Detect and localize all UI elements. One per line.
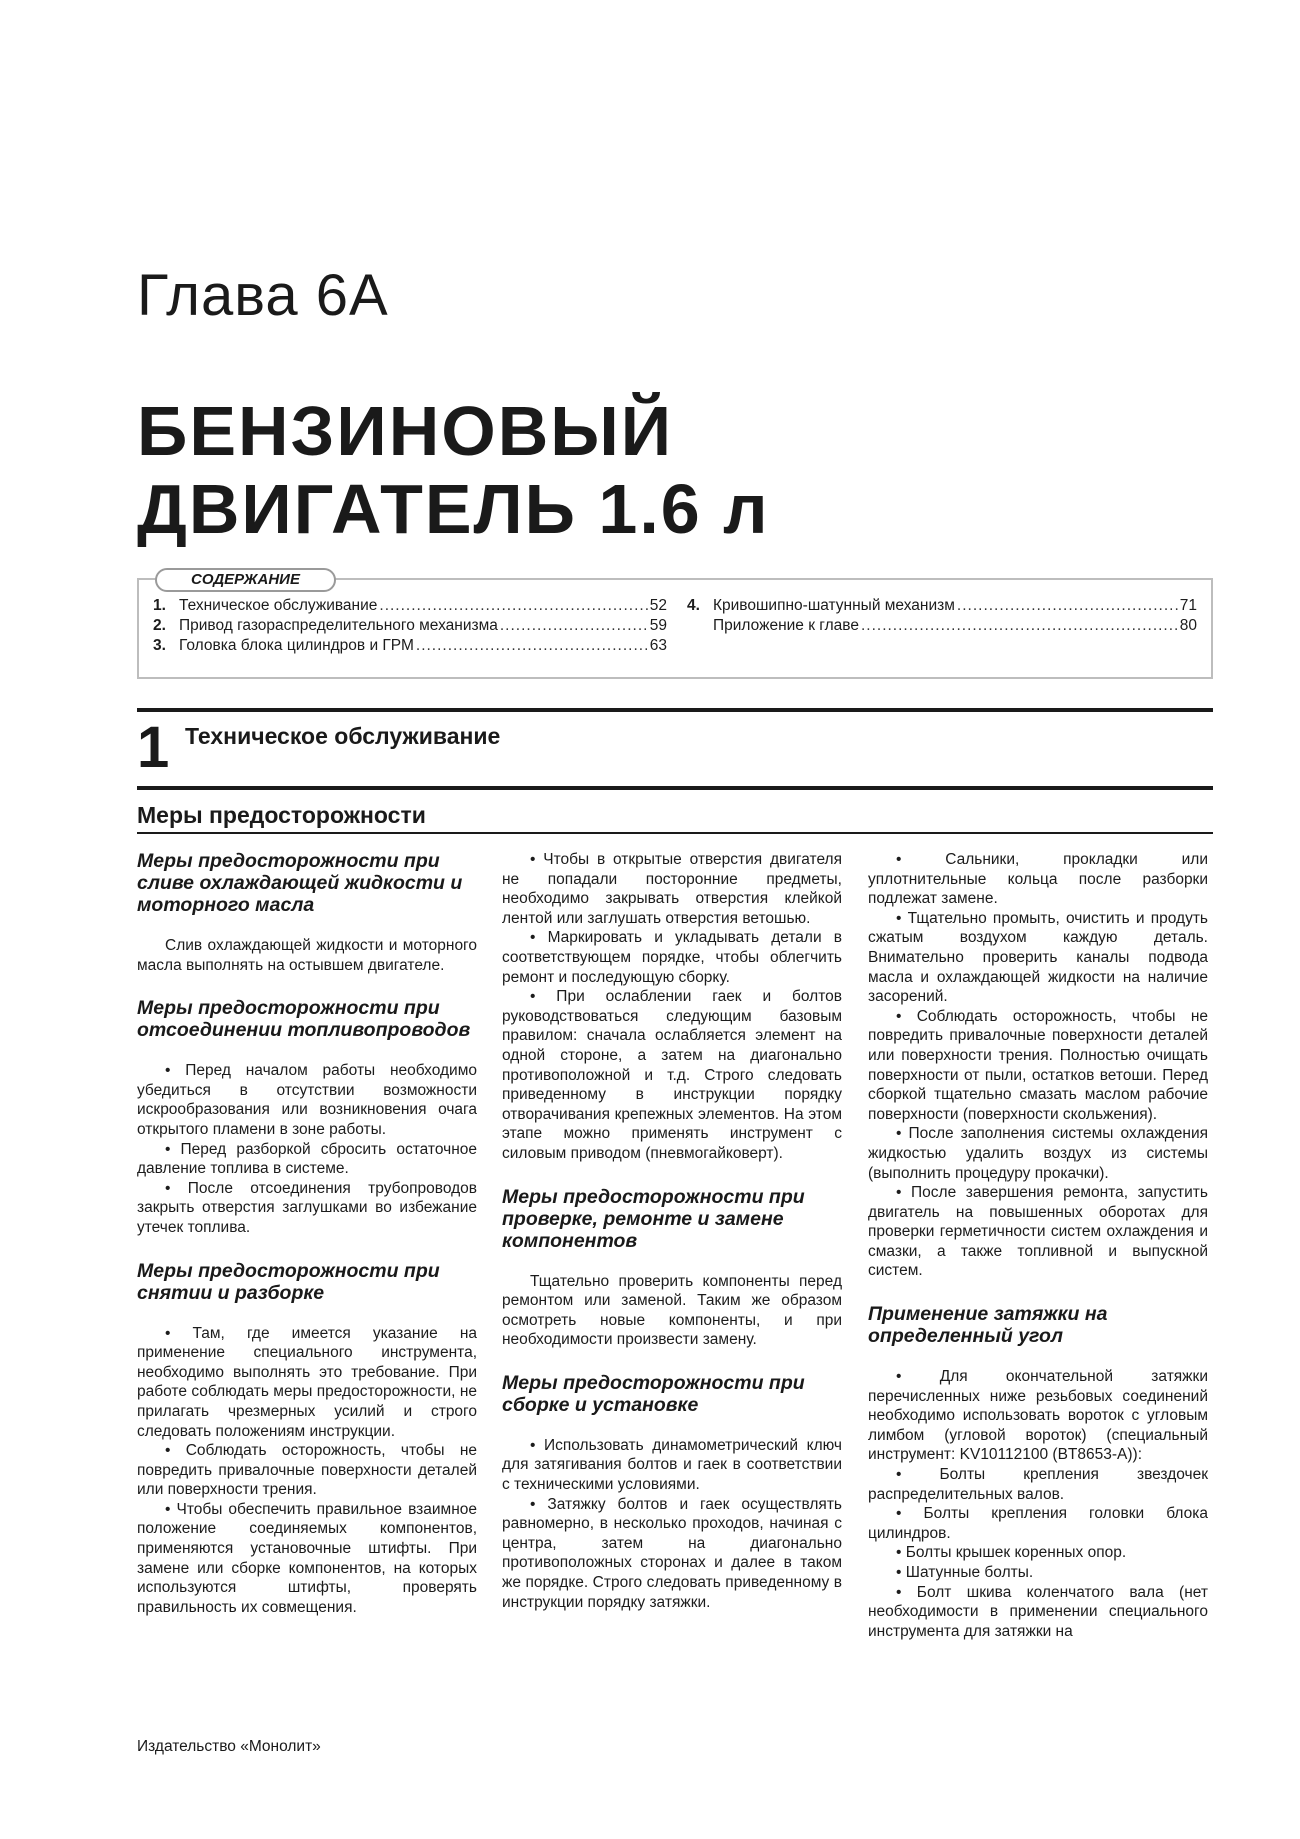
toc-entry-number: 2. <box>153 617 166 634</box>
toc-heading: СОДЕРЖАНИЕ <box>155 568 336 592</box>
publisher-footer: Издательство «Монолит» <box>137 1738 321 1755</box>
toc-entry[interactable] <box>687 616 1197 636</box>
section-title: Техническое обслуживание <box>185 723 501 749</box>
paragraph: • Сальники, прокладки или уплотнительные кольца после разборки подлежат замене. <box>868 851 1208 908</box>
toc-entry-label: Головка блока цилиндров и ГРМ <box>179 637 414 654</box>
toc-entry[interactable] <box>153 596 667 616</box>
paragraph: • После заполнения системы охлаждения жидкостью удалить воздух из системы (выполнить процедуру прокачки). <box>868 1125 1208 1182</box>
column-heading: Меры предосторожности при сборке и установке <box>502 1371 805 1416</box>
toc-entry-number: 1. <box>153 597 166 614</box>
paragraph: • Болты крепления головки блока цилиндров. <box>868 1505 1208 1542</box>
column-heading: Меры предосторожности при проверке, ремонте и замене компонентов <box>502 1185 805 1252</box>
paragraph: • Использовать динамометрический ключ для затягивания болтов и гаек в соответствии с техническими условиями. <box>502 1436 842 1494</box>
paragraph: • Маркировать и укладывать детали в соответствующем порядке, чтобы облегчить ремонт и последующую сборку. <box>502 929 842 986</box>
toc-entry-page: 63 <box>649 637 667 654</box>
paragraph: • При ослаблении гаек и болтов руководствоваться следующим базовым правилом: сначала ослабляется элемент на одной стороне, а затем на диагонально противоположной и т.д. Строго следовать приведенному в инструкции порядку отворачивания крепежных элементов. На этом этапе можно применять инструмент с силовым приводом (пневмогайковерт). <box>502 988 842 1162</box>
column-heading: Применение затяжки на определенный угол <box>868 1303 1108 1348</box>
toc-entry-label: Привод газораспределительного механизма <box>179 617 498 634</box>
section-bottom-rule <box>137 786 1213 790</box>
paragraph: • Болты крепления звездочек распределительных валов. <box>868 1466 1208 1503</box>
toc-entry-number: 3. <box>153 637 166 654</box>
paragraph: • Перед началом работы необходимо убедиться в отсутствии возможности искрообразования или возникновения очага открытого пламени в зоне работы. <box>137 1062 477 1138</box>
paragraph: • Болты крышек коренных опор. <box>896 1544 1127 1562</box>
paragraph: • Чтобы в открытые отверстия двигателя не попадали посторонние предметы, необходимо закрывать отверстия клейкой лентой или заглушать отверстия ветошью. <box>502 851 842 927</box>
paragraph: Слив охлаждающей жидкости и моторного масла выполнять на остывшем двигателе. <box>137 937 477 974</box>
paragraph: Тщательно проверить компоненты перед ремонтом или заменой. Таким же образом осмотреть новые компоненты, и при необходимости произвести замену. <box>502 1272 842 1349</box>
paragraph: • Для окончательной затяжки перечисленных ниже резьбовых соединений необходимо использовать вороток с угловым лимбом (угловой вороток) (специальный инструмент: KV10112100 (BT8653-A)): <box>868 1368 1208 1464</box>
paragraph: • Затяжку болтов и гаек осуществлять равномерно, в несколько проходов, начиная с центра, затем на диагонально противоположных сторонах и далее в таком же порядке. Строго следовать приведенному в инструкции порядку затяжки. <box>502 1495 842 1611</box>
text-column-2 <box>502 850 842 1612</box>
table-of-contents <box>137 571 1213 679</box>
paragraph: • Соблюдать осторожность, чтобы не повредить привалочные поверхности деталей или поверхности трения. Полностью очищать поверхности от пыли, остатков ветоши. Перед сборкой тщательно смазать маслом рабочие поверхности (поверхности скольжения). <box>868 1007 1208 1123</box>
section-top-rule <box>137 708 1213 712</box>
paragraph: • Шатунные болты. <box>896 1564 1034 1581</box>
text-column-3 <box>868 850 1208 1641</box>
paragraph: • Тщательно промыть, очистить и продуть сжатым воздухом каждую деталь. Внимательно проверить каналы подвода масла и охлаждающей жидкости на наличие засорений. <box>868 909 1208 1006</box>
column-heading: Меры предосторожности при отсоединении топливопроводов <box>137 997 471 1042</box>
title-line-1: БЕНЗИНОВЫЙ <box>137 392 674 470</box>
toc-leader-dots <box>500 616 648 636</box>
subsection-rule <box>137 832 1213 834</box>
title-line-2: ДВИГАТЕЛЬ 1.6 л <box>137 470 770 548</box>
column-heading: Меры предосторожности при снятии и разборке <box>137 1259 440 1304</box>
toc-entry-page: 71 <box>1179 597 1197 614</box>
toc-entry-page: 59 <box>649 617 667 634</box>
toc-column-right <box>687 596 1197 636</box>
page-title <box>137 392 1037 548</box>
toc-entry-label: Техническое обслуживание <box>179 597 378 614</box>
paragraph: • После отсоединения трубопроводов закрыть отверстия заглушками во избежание утечек топлива. <box>137 1179 477 1236</box>
paragraph: • Там, где имеется указание на применение специального инструмента, необходимо выполнять это требование. При работе соблюдать меры предосторожности, не прилагать чрезмерных усилий и строго следовать положениям инструкции. <box>137 1324 477 1440</box>
section-number: 1 <box>137 715 170 780</box>
subsection-title: Меры предосторожности <box>137 802 426 828</box>
toc-column-left <box>153 596 667 656</box>
chapter-label: Глава 6А <box>137 263 389 328</box>
toc-entry-number: 4. <box>687 597 700 614</box>
paragraph: • Перед разборкой сбросить остаточное давление топлива в системе. <box>137 1140 477 1178</box>
toc-entry[interactable] <box>687 596 1197 616</box>
toc-entry-page: 52 <box>649 597 667 614</box>
paragraph: • После завершения ремонта, запустить двигатель на повышенных оборотах для проверки герметичности систем охлаждения и смазки, а также топливной и выпускной систем. <box>868 1184 1208 1280</box>
toc-entry-page: 80 <box>1179 617 1197 634</box>
toc-leader-dots <box>379 596 647 616</box>
toc-leader-dots <box>416 636 648 656</box>
toc-entry-label: Приложение к главе <box>713 617 859 634</box>
toc-entry[interactable] <box>153 616 667 636</box>
paragraph: • Соблюдать осторожность, чтобы не повредить привалочные поверхности деталей или поверхности трения. <box>137 1442 477 1499</box>
column-heading: Меры предосторожности при сливе охлаждающей жидкости и моторного масла <box>137 850 463 916</box>
toc-entry[interactable] <box>153 636 667 656</box>
paragraph: • Чтобы обеспечить правильное взаимное положение соединяемых компонентов, применяются установочные штифты. При замене или сборке компонентов, на которых используются штифты, проверять правильность их совмещения. <box>137 1500 477 1616</box>
toc-leader-dots <box>957 596 1178 616</box>
toc-leader-dots <box>861 616 1178 636</box>
toc-entry-label: Кривошипно-шатунный механизм <box>713 597 955 614</box>
text-column-1 <box>137 850 477 1617</box>
paragraph: • Болт шкива коленчатого вала (нет необходимости в применении специального инструмента для затяжки на <box>868 1583 1208 1640</box>
